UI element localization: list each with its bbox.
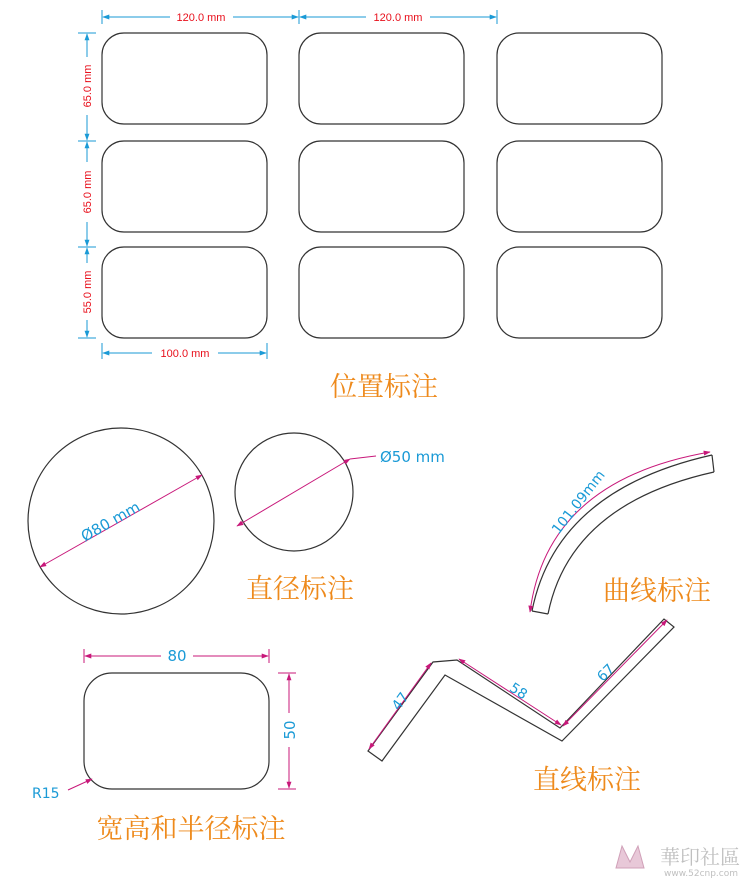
caption-linear: 直线标注	[533, 765, 641, 796]
small-circle-label: Ø50 mm	[380, 448, 445, 466]
diameter-section	[28, 428, 445, 614]
segment-3-label: 67	[594, 661, 619, 686]
watermark-logo-icon	[616, 846, 644, 868]
rounded-rect-r3c3	[497, 247, 662, 338]
curve-arc-label: 101.09mm	[549, 467, 609, 538]
rounded-rect-r1c3	[497, 33, 662, 124]
rounded-rect-r3c1	[102, 247, 267, 338]
linear-section	[368, 619, 674, 796]
rounded-rect-r1c1	[102, 33, 267, 124]
small-circle-leader	[350, 456, 376, 459]
curved-band-start-cap	[532, 611, 548, 614]
dimension-bottom-label: 100.0 mm	[160, 348, 210, 360]
rounded-rect-r2c1	[102, 141, 267, 232]
position-section	[78, 10, 662, 403]
rounded-rect-r2c2	[299, 141, 464, 232]
caption-position: 位置标注	[330, 372, 438, 403]
caption-size-radius: 宽高和半径标注	[96, 814, 286, 845]
dimension-top-1	[102, 10, 299, 24]
watermark-site-name: 華印社區	[660, 845, 740, 869]
watermark-url: www.52cnp.com	[664, 869, 739, 879]
rounded-rect-r3c2	[299, 247, 464, 338]
width-label: 80	[167, 647, 187, 665]
segment-2-label: 58	[506, 680, 531, 704]
dimension-left-3-label: 55.0 mm	[82, 270, 94, 314]
dimension-left	[78, 33, 96, 338]
size-radius-section	[32, 647, 299, 845]
radius-label: R15	[32, 786, 60, 802]
dimensioned-rounded-rect	[84, 673, 269, 789]
caption-diameter: 直径标注	[246, 574, 354, 605]
rounded-rect-r1c2	[299, 33, 464, 124]
caption-curve: 曲线标注	[603, 576, 711, 607]
dimension-top-2-label: 120.0 mm	[373, 12, 423, 24]
dimension-bottom	[102, 343, 267, 360]
small-circle-diameter-line	[237, 459, 350, 526]
segment-1-label: 47	[389, 689, 413, 714]
watermark	[616, 845, 740, 879]
dimension-top-1-label: 120.0 mm	[176, 12, 226, 24]
rounded-rect-r2c3	[497, 141, 662, 232]
curve-section	[530, 452, 714, 614]
curved-band-end-cap	[712, 455, 714, 472]
height-label: 50	[281, 720, 299, 740]
dimension-top-2	[300, 10, 497, 24]
large-circle-label: Ø80 mm	[77, 497, 144, 546]
dimension-left-1-label: 65.0 mm	[82, 64, 94, 108]
dimension-left-2-label: 65.0 mm	[82, 170, 94, 214]
radius-leader	[68, 779, 92, 790]
